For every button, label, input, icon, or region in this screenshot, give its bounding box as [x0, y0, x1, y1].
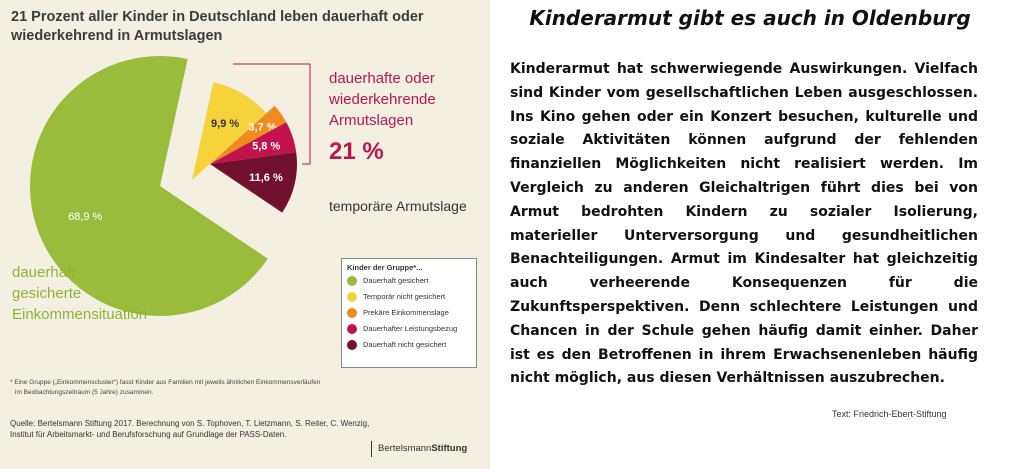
legend-swatch	[347, 276, 357, 286]
group-percentage: 21 %	[329, 138, 384, 165]
article-title: Kinderarmut gibt es auch in Oldenburg	[529, 6, 971, 30]
legend-label: Temporär nicht gesichert	[363, 292, 446, 301]
chart-title-line1: 21 Prozent aller Kinder in Deutschland leben dauerhaft oder	[11, 9, 424, 25]
legend-item	[347, 323, 476, 334]
brand-logo	[371, 441, 467, 457]
legend	[341, 258, 477, 368]
pie-label-benefits: 5,8 %	[252, 140, 281, 153]
article-credit: Text: Friedrich-Ebert-Stiftung	[832, 409, 947, 419]
footnote	[10, 378, 480, 398]
legend-title: Kinder der Gruppe*...	[347, 263, 423, 272]
brand-part1: Bertelsmann	[378, 443, 432, 454]
legend-swatch	[347, 340, 357, 350]
pie-label-secure: 68,9 %	[68, 211, 103, 224]
source-line2: Institut für Arbeitsmarkt- und Berufsforschung auf Grundlage der PASS-Daten.	[10, 430, 287, 439]
secure-label-line2: gesicherte	[12, 285, 82, 302]
legend-label: Dauerhaft nicht gesichert	[363, 340, 447, 349]
legend-swatch	[347, 292, 357, 302]
secure-label-line3: Einkommensituation	[12, 306, 148, 323]
legend-item	[347, 307, 476, 318]
pie-label-insecure: 11,6 %	[249, 172, 283, 185]
footnote-line2: im Beobachtungszeitraum (5 Jahre) zusammen.	[15, 389, 154, 396]
group-label-line1: dauerhafte oder	[329, 70, 435, 87]
source-note	[10, 418, 430, 440]
chart-title-line2: wiederkehrend in Armutslagen	[11, 28, 223, 44]
legend-swatch	[347, 308, 357, 318]
group-label-line2: wiederkehrende	[329, 91, 436, 108]
legend-label: Dauerhafter Leistungsbezug	[363, 324, 458, 333]
legend-item	[347, 339, 476, 350]
secure-label	[12, 262, 147, 325]
legend-item	[347, 291, 476, 302]
pie-label-temporary: 9,9 %	[211, 117, 240, 130]
footnote-line1: * Eine Gruppe („Einkommenscluster“) fasst Kinder aus Familien mit jeweils ähnlichen Einkommensverläufen	[10, 379, 321, 386]
secure-label-line1: dauerhaft	[12, 264, 76, 281]
legend-swatch	[347, 324, 357, 334]
brand-part2: Stiftung	[431, 443, 468, 454]
legend-label: Prekäre Einkommenslage	[363, 308, 449, 317]
legend-label: Dauerhaft gesichert	[363, 276, 429, 285]
legend-item	[347, 275, 476, 286]
group-label-line3: Armutslagen	[329, 112, 414, 129]
group-label	[329, 68, 436, 131]
article-body: Kinderarmut hat schwerwiegende Auswirkungen. Vielfach sind Kinder vom gesellschaftlichen Leben ausgeschlossen. Ins Kino gehen oder ein Konzert besuchen, kulturelle und soziale Aktivitäten können aufgrund der fehlenden finanziellen Möglichkeiten nicht realisiert werden. Im Vergleich zu anderen Gleichaltrigen führt dies bei von Armut bedrohten Kindern zu sozialer Isolierung, materieller Unterversorgung und gesundheitlichen Benachteiligungen. Armut im Kindesalter hat gleichzeitig auch verheerende Konsequenzen für die Zukunftsperspektiven. Denn schlechtere Leistungen und Chancen in der Schule gehen häufig damit einher. Daher ist es den Betroffenen in ihrem Erwachsenenleben häufig nicht möglich, aus diesen Verhältnissen auszubrechen.	[510, 61, 978, 387]
pie-label-precarious: 3,7 %	[248, 121, 277, 134]
source-line1: Quelle: Bertelsmann Stiftung 2017. Berechnung von S. Tophoven, T. Lietzmann, S. Reiter, C. Wenzig,	[10, 419, 370, 428]
infographic-panel	[0, 0, 490, 469]
temporary-label: temporäre Armutslage	[329, 198, 467, 214]
